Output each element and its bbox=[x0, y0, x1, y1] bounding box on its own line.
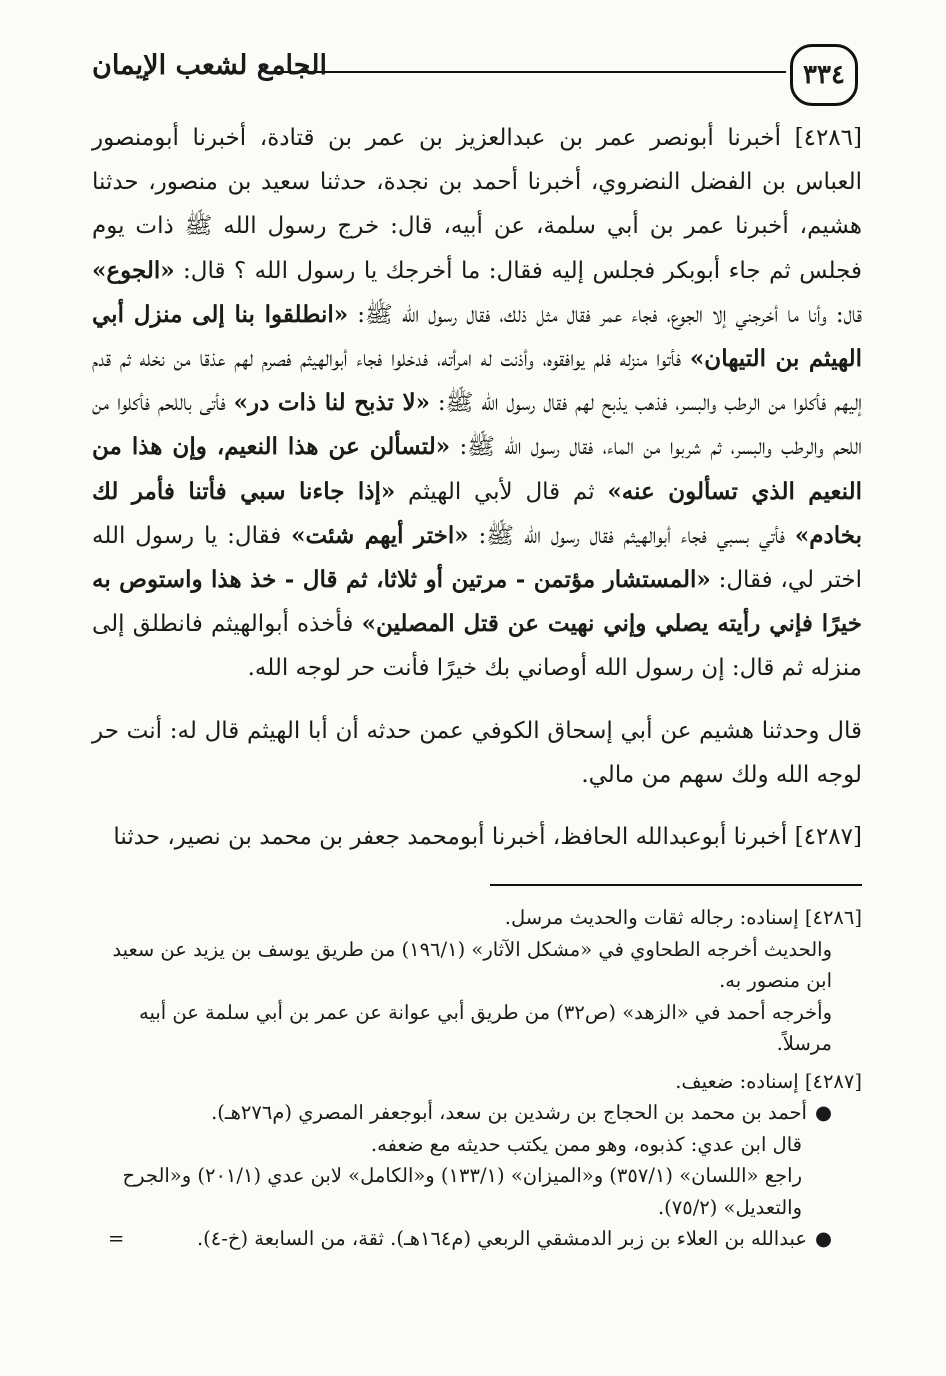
main-text bbox=[92, 116, 862, 859]
page-header bbox=[92, 38, 858, 108]
narration-text: فقال: يا رسول الله اختر لي، فقال: bbox=[92, 522, 863, 594]
footnote-text: راجع «اللسان» (٣٥٧/١) و«الميزان» (١٣٣/١) و«الكامل» لابن عدي (٢٠١/١) و«الجرح والتعديل» (٧٥/٢). bbox=[122, 1164, 802, 1219]
footnote-text: أحمد بن محمد بن الحجاج بن رشدين بن سعد، أبوجعفر المصري (م٢٧٦هـ). bbox=[211, 1101, 807, 1124]
footnote-line bbox=[96, 1129, 862, 1161]
quoted-speech: «اختر أيهم شئت» bbox=[291, 521, 469, 549]
footnote-line bbox=[96, 1097, 862, 1129]
narration-text: فأتوا منزله فلم يوافقوه، وأذنت له امرأته، فدخلوا فجاء أبوالهيثم فصرم لهم عذقا من نخله ثم قدم إليهم فأكلوا من الرطب والبسر، فذهب يذبح لهم فقال رسول الله ﷺ: bbox=[92, 346, 862, 417]
hadith-paragraph bbox=[92, 709, 862, 797]
footnote-line bbox=[96, 934, 862, 997]
header-rule bbox=[270, 71, 786, 73]
quoted-speech: «لتسألن عن هذا النعيم، وإن هذا من النعيم الذي تسألون عنه» bbox=[92, 433, 862, 505]
footnote-line bbox=[96, 902, 862, 934]
quoted-speech: «المستشار مؤتمن - مرتين أو ثلاثا، ثم قال - خذ هذا واستوص به خيرًا فإني رأيته يصلي وإني نهيت عن قتل المصلين» bbox=[92, 566, 862, 638]
footnote-text: والحديث أخرجه الطحاوي في «مشكل الآثار» (١٩٦/١) من طريق يوسف بن يزيد عن سعيد ابن منصور به. bbox=[112, 937, 832, 992]
hadith-paragraph bbox=[92, 815, 862, 859]
quoted-speech: «لا تذبح لنا ذات در» bbox=[233, 389, 430, 417]
footnote-separator bbox=[490, 884, 862, 886]
hadith-paragraph bbox=[92, 116, 862, 691]
footnote-text: [٤٢٨٧] إسناده: ضعيف. bbox=[675, 1069, 862, 1093]
narration-text: فأتى باللحم فأكلوا من اللحم والرطب والبسر، ثم شربوا من الماء، فقال رسول الله ﷺ: bbox=[92, 390, 862, 461]
narration-text: فأتي بسبي فجاء أبوالهيثم فقال رسول الله ﷺ: bbox=[468, 522, 795, 549]
narration-text: [٤٢٨٧] أخبرنا أبوعبدالله الحافظ، أخبرنا أبومحمد جعفر بن محمد بن نصير، حدثنا bbox=[113, 824, 862, 851]
narration-text: ثم قال لأبي الهيثم bbox=[395, 478, 608, 505]
narration-text: قال: وأنا ما أخرجني إلا الجوع، فجاء عمر فقال مثل ذلك، فقال رسول الله ﷺ: bbox=[348, 301, 862, 328]
footnote-line bbox=[96, 1160, 862, 1223]
narration-text: فأخذه أبوالهيثم فانطلق إلى منزله ثم قال: إن رسول الله أوصاني بك خيرًا فأنت حر لوجه الله. bbox=[92, 611, 862, 682]
footnote-text: [٤٢٨٦] إسناده: رجاله ثقات والحديث مرسل. bbox=[504, 906, 862, 929]
footnote-line bbox=[96, 1066, 862, 1098]
book-title: الجامع لشعب الإيمان bbox=[92, 50, 327, 81]
footnote-text: وأخرجه أحمد في «الزهد» (ص٣٢) من طريق أبي عوانة عن عمر بن أبي سلمة عن أبيه مرسلاً. bbox=[139, 1000, 832, 1055]
footnotes bbox=[96, 902, 862, 1255]
quoted-speech: «انطلقوا بنا إلى منزل أبي الهيثم بن التيهان» bbox=[92, 300, 863, 373]
quoted-speech: «إذا جاءنا سبي فأتنا فأمر لك بخادم» bbox=[92, 477, 862, 549]
page-number: ٣٣٤ bbox=[790, 44, 858, 106]
footnote-text: عبدالله بن العلاء بن زبر الدمشقي الربعي (م١٦٤هـ). ثقة، من السابعة (خ-٤). bbox=[196, 1227, 807, 1250]
continuation-mark: = bbox=[108, 1227, 125, 1250]
bullet-icon: ● bbox=[814, 1227, 832, 1250]
quoted-speech: «الجوع» bbox=[92, 256, 175, 284]
footnote-text: قال ابن عدي: كذبوه، وهو ممن يكتب حديثه مع ضعفه. bbox=[370, 1132, 802, 1156]
bullet-icon: ● bbox=[814, 1101, 832, 1124]
narration-text: [٤٢٨٦] أخبرنا أبونصر عمر بن عبدالعزيز بن عمر بن قتادة، أخبرنا أبومنصور العباس بن الفضل النضروي، أخبرنا أحمد بن نجدة، حدثنا سعيد بن منصور، حدثنا هشيم، أخبرنا عمر بن أبي سلمة، عن أبيه، قال: خرج رسول الله ﷺ ذات يوم فجلس ثم جاء أبوبكر فجلس إليه فقال: ما أخرجك يا رسول الله ؟ قال: bbox=[92, 125, 862, 284]
footnote-line bbox=[96, 997, 862, 1060]
narration-text: قال وحدثنا هشيم عن أبي إسحاق الكوفي عمن حدثه أن أبا الهيثم قال له: أنت حر لوجه الله ولك سهم من مالي. bbox=[92, 717, 862, 788]
footnote-line bbox=[96, 1223, 862, 1255]
